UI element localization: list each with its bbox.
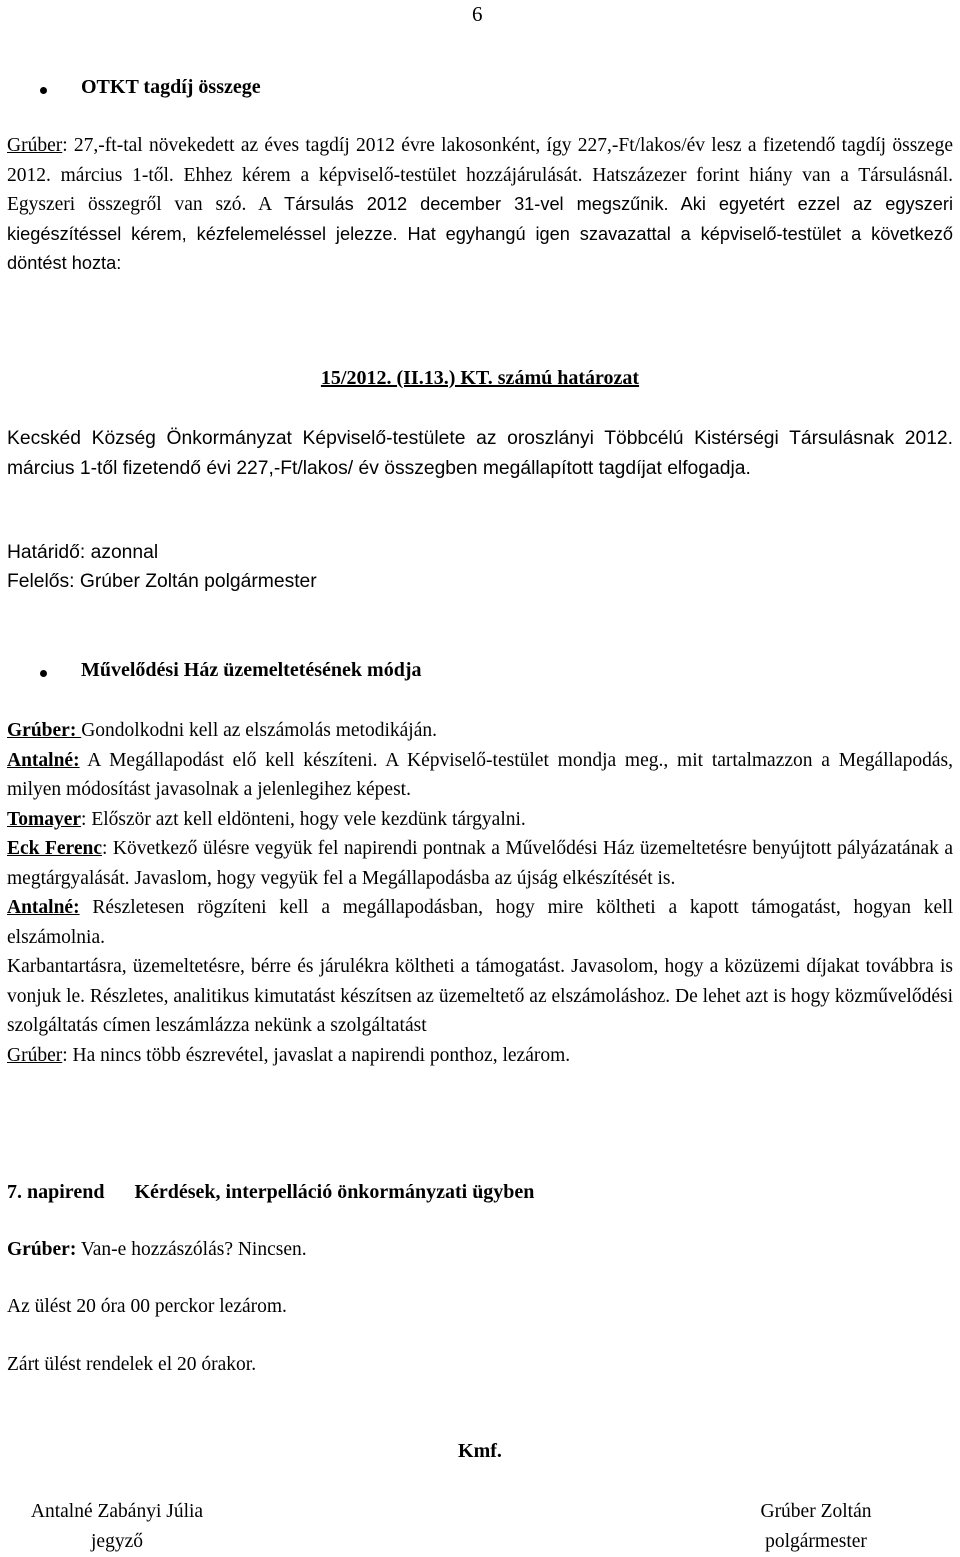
bullet-icon — [40, 670, 47, 677]
discussion-line: Eck Ferenc: Következő ülésre vegyük fel napirendi pontnak a Művelődési Ház üzemeltetésre benyújtott pályázatának a megtárgyalását. Javaslom, hogy vegyük fel a Megállapodásba az újság elkészítését is. — [7, 838, 953, 889]
closing-line-2: Zárt ülést rendelek el 20 órakor. — [7, 1354, 257, 1375]
closing-line-1: Az ülést 20 óra 00 perckor lezárom. — [7, 1296, 287, 1317]
resolution-title: 15/2012. (II.13.) KT. számú határozat — [320, 367, 640, 389]
discussion-line: Grúber: Ha nincs több észrevétel, javaslat a napirendi ponthoz, lezárom. — [7, 1044, 571, 1066]
section-title: OTKT tagdíj összege — [81, 76, 261, 98]
signatory-name: Grúber Zoltán — [760, 1501, 872, 1522]
responsible: Felelős: Grúber Zoltán polgármester — [7, 571, 317, 592]
signature-right — [740, 1497, 892, 1556]
bullet-icon — [40, 87, 47, 94]
kmf-label: Kmf. — [458, 1440, 502, 1462]
discussion-line: Antalné: Részletesen rögzíteni kell a megállapodásban, hogy mire költheti a kapott támogatást, hogyan kell elszámolnia. — [7, 897, 953, 948]
agenda-title: Kérdések, interpelláció önkormányzati ügyben — [134, 1181, 535, 1203]
agenda-number: 7. napirend — [7, 1181, 105, 1203]
agenda-heading — [7, 1178, 534, 1208]
page-number: 6 — [472, 2, 483, 26]
discussion-line: Tomayer: Először azt kell eldönteni, hogy vele kezdünk tárgyalni. — [7, 808, 526, 830]
paragraph-text-sans: Társulás 2012 december 31-vel megszűnik. Aki egyetért ezzel az egyszeri kiegészítéssel kérem, kézfelemeléssel jelezze. Hat egyhangú igen szavazattal a képviselő-testület a következő döntést hozta: — [7, 194, 953, 273]
paragraph-otkt — [7, 131, 953, 279]
paragraph-text: : 27,-ft-tal növekedett az éves tagdíj 2012 évre lakosonként, így 227,-Ft/lakos/év lesz a fizetendő tagdíj összege 2012. március 1-től. Ehhez kérem a képviselő-testület hozzájárulását. Hatszázezer forint hiány van a Társulásnál. Egyszeri összegről van szó. A — [7, 135, 953, 215]
speaker-name: Grúber — [7, 135, 63, 156]
resolution-text: Kecskéd Község Önkormányzat Képviselő-testülete az oroszlányi Többcélú Kistérségi Társulásnak 2012. március 1-től fizetendő évi 227,-Ft/lakos/ év összegben megállapított tagdíjat elfogadja. — [7, 428, 953, 479]
section-title: Művelődési Ház üzemeltetésének módja — [81, 659, 422, 681]
signatory-name: Antalné Zabányi Júlia — [30, 1501, 204, 1522]
signatory-role: jegyző — [91, 1530, 143, 1552]
discussion-line: Antalné: A Megállapodást elő kell készíteni. A Képviselő-testület mondja meg., mit tartalmazzon a Megállapodás, milyen módosítást javasolnak a jelenlegihez képest. — [7, 749, 953, 800]
signatory-role: polgármester — [765, 1530, 867, 1552]
speaker-name: Grúber: — [7, 1239, 77, 1260]
discussion-line: Karbantartásra, üzemeltetésre, bérre és járulékra költheti a támogatást. Javasolom, hogy a közüzemi díjakat továbbra is vonjuk le. Részletes, analitikus kimutatást készítsen az üzemeltető az elszámoláshoz. De lehet azt is hogy közművelődési szolgáltatás címen leszámlázza nekünk a szolgáltatást — [7, 956, 953, 1036]
deadline: Határidő: azonnal — [7, 542, 159, 563]
agenda-discussion: Grúber: Van-e hozzászólás? Nincsen. — [7, 1239, 307, 1260]
discussion-line: Grúber: Gondolkodni kell az elszámolás metodikáján. — [7, 720, 437, 741]
discussion-block — [7, 716, 953, 1070]
signature-left — [7, 1497, 227, 1556]
